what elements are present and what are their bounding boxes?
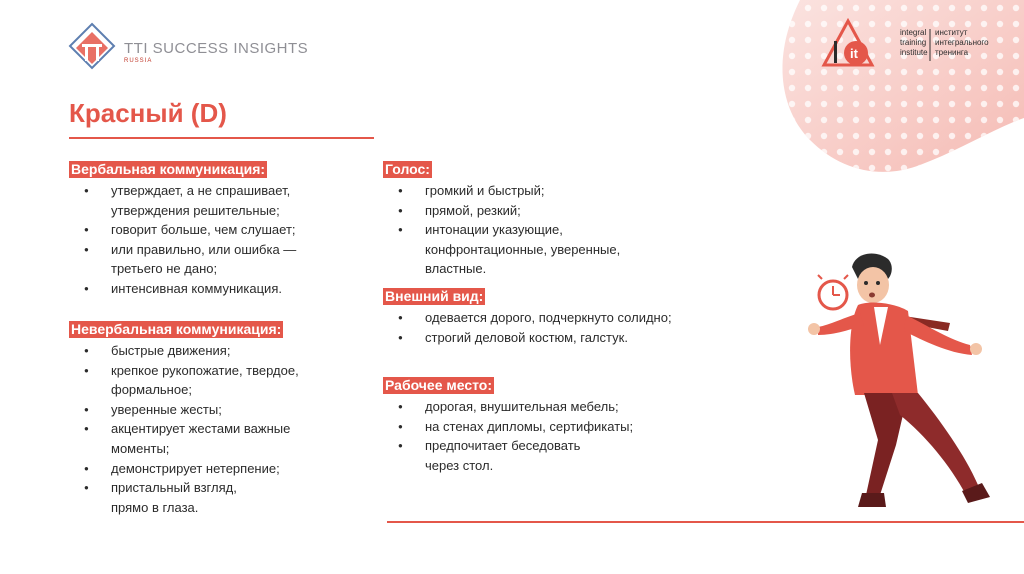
- brand-name: TTI SUCCESS INSIGHTS: [124, 40, 309, 57]
- list-item: ● или правильно, или ошибка — третьего не дано;: [69, 240, 296, 279]
- section-heading: Голос:: [385, 161, 430, 177]
- list-item: ● акцентирует жестами важные моменты;: [69, 419, 299, 458]
- partner-name-ru: институт интегрального тренинга: [935, 28, 989, 57]
- list-item: ● утверждает, а не спрашивает, утверждения решительные;: [69, 181, 296, 220]
- title-underline: [69, 137, 374, 139]
- list-item: ● быстрые движения;: [69, 341, 299, 361]
- list-item: ● интонации указующие, конфронтационные, уверенные, властные.: [383, 220, 620, 279]
- list-item: ● одевается дорого, подчеркнуто солидно;: [383, 308, 672, 328]
- list-item: ● интенсивная коммуникация.: [69, 279, 296, 299]
- section-nonverbal: [69, 321, 299, 517]
- section-workplace: [383, 377, 633, 475]
- section-voice: [383, 161, 620, 279]
- list-item: ● говорит больше, чем слушает;: [69, 220, 296, 240]
- running-businessman-illustration: [800, 245, 1005, 530]
- section-heading: Вербальная коммуникация:: [71, 161, 266, 177]
- list-item: ● строгий деловой костюм, галстук.: [383, 328, 672, 348]
- section-heading: Невербальная коммуникация:: [71, 321, 282, 337]
- section-heading: Внешний вид:: [385, 288, 484, 304]
- list-item: ● громкий и быстрый;: [383, 181, 620, 201]
- list-item: ● крепкое рукопожатие, твердое, формальное;: [69, 361, 299, 400]
- page-title: Красный (D): [69, 98, 227, 128]
- list-item: ● пристальный взгляд, прямо в глаза.: [69, 478, 299, 517]
- section-appearance: [383, 288, 672, 347]
- list-item: ● прямой, резкий;: [383, 201, 620, 221]
- list-item: ● предпочитает беседовать через стол.: [383, 436, 633, 475]
- list-item: ● дорогая, внушительная мебель;: [383, 397, 633, 417]
- section-verbal: [69, 161, 296, 299]
- list-item: ● уверенные жесты;: [69, 400, 299, 420]
- list-item: ● демонстрирует нетерпение;: [69, 459, 299, 479]
- list-item: ● на стенах дипломы, сертификаты;: [383, 417, 633, 437]
- section-heading: Рабочее место:: [385, 377, 493, 393]
- partner-name-en: integral training institute: [900, 28, 928, 57]
- svg-text:it: it: [850, 46, 858, 61]
- brand-sub: RUSSIA: [124, 58, 153, 64]
